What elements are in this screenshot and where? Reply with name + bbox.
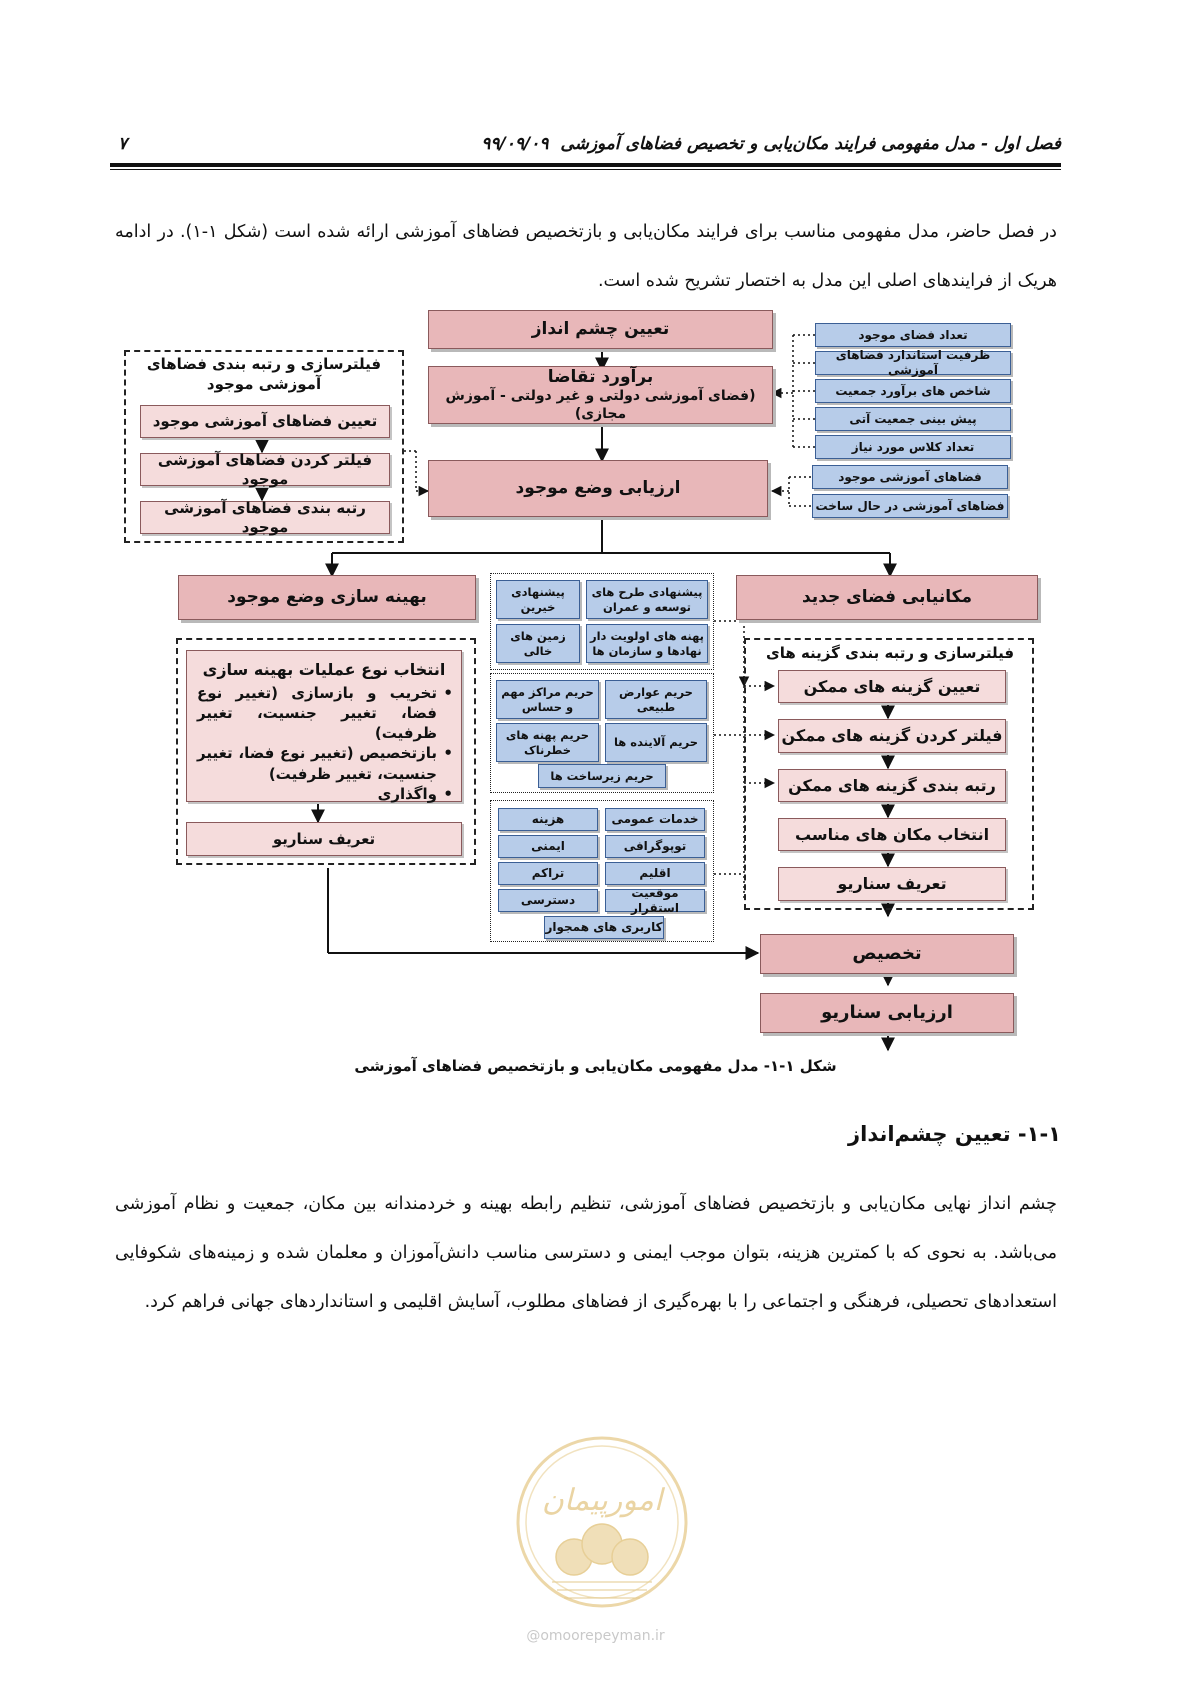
demand-input-1: تعداد فضای موجود [815, 323, 1011, 347]
criteria-2-item-2: حریم مراکز مهم و حساس [496, 680, 599, 719]
filter-existing-title: فیلترسازی و رتبه بندی فضاهای آموزشی موجود [146, 355, 382, 393]
demand-title: برآورد تقاضا [547, 366, 654, 387]
demand-input-2: ظرفیت استاندارد فضاهای آموزشی [815, 351, 1011, 375]
criteria-1-item-3: پهنه های اولویت دار نهادها و سازمان ها [586, 624, 708, 663]
filter-new-step-2: فیلتر کردن گزینه های ممکن [778, 719, 1006, 753]
section-heading: ۱-۱- تعیین چشم‌انداز [848, 1122, 1061, 1146]
criteria-1-item-2: پیشنهادی خیرین [496, 580, 580, 619]
allocation-box: تخصیص [760, 934, 1014, 974]
demand-input-5: تعداد کلاس مورد نیاز [815, 435, 1011, 459]
scenario-eval-box: ارزیابی سناریو [760, 993, 1014, 1033]
optimize-ops-box [186, 650, 462, 802]
vision-box: تعیین چشم انداز [428, 310, 773, 349]
filter-existing-step-1: تعیین فضاهای آموزشی موجود [140, 405, 390, 438]
filter-new-step-3: رتبه بندی گزینه های ممکن [778, 769, 1006, 802]
criteria-3-item-3: توپوگرافی [605, 835, 705, 858]
filter-new-step-4: انتخاب مکان های مناسب [778, 818, 1006, 851]
page-number: ۷ [118, 134, 128, 154]
body-paragraph: چشم انداز نهایی مکان‌یابی و بازتخصیص فضاهای آموزشی، تنظیم رابطه بهینه و خردمندانه بین مکان، جمعیت و نظام آموزشی می‌باشد. به نحوی که با کمترین هزینه، بتوان موجب ایمنی و دسترسی مناسب دانش‌آموزان و معلمان شده و زمینه‌های شکوفایی استعدادهای تحصیلی، فرهنگی و اجتماعی را با بهره‌گیری از فضاهای مطلوب، آسایش اقلیمی و استانداردهای جهانی فراهم کرد. [115, 1194, 1057, 1312]
new-location-box: مکانیابی فضای جدید [736, 575, 1038, 620]
filter-existing-step-2: فیلتر کردن فضاهای آموزشی موجود [140, 453, 390, 486]
criteria-3-item-4: ایمنی [498, 835, 598, 858]
criteria-3-item-5: اقلیم [605, 862, 705, 885]
optimize-op-item-1: • تخریب و بازسازی (تغییر نوع فضا، تغییر جنسیت، تغییر ظرفیت) [197, 683, 451, 744]
criteria-2-item-1: حریم عوارض طبیعی [605, 680, 707, 719]
demand-input-3: شاخص های برآورد جمعیت [815, 379, 1011, 403]
criteria-3-item-9: کاربری های همجوار [544, 916, 664, 939]
criteria-3-item-6: تراکم [498, 862, 598, 885]
criteria-3-item-8: دسترسی [498, 889, 598, 912]
demand-subtitle: (فضای آموزشی دولتی و غیر دولتی - آموزش مجازی) [445, 388, 756, 422]
optimize-ops-title: انتخاب نوع عملیات بهینه سازی [202, 660, 446, 679]
assess-current-box: ارزیابی وضع موجود [428, 460, 768, 517]
header-title-text: فصل اول - مدل مفهومی فرایند مکان‌یابی و تخصیص فضاهای آموزشی [560, 134, 1061, 154]
optimize-op-item-3: • واگذاری [197, 784, 451, 804]
demand-input-4: پیش بینی جمعیت آتی [815, 407, 1011, 431]
optimize-box: بهینه سازی وضع موجود [178, 575, 476, 620]
scenario-def-left: تعریف سناریو [186, 822, 462, 856]
optimize-op-item-2: • بازتخصیص (تغییر نوع فضا، تغییر جنسیت، تغییر ظرفیت) [197, 743, 451, 784]
criteria-2-item-4: حریم پهنه های خطرناک [496, 723, 599, 762]
criteria-1-item-4: زمین های خالی [496, 624, 580, 663]
demand-box [428, 366, 773, 424]
watermark-text: امورپیمان [541, 1483, 663, 1518]
watermark-logo [512, 1432, 692, 1612]
assess-input-1: فضاهای آموزشی موجود [812, 465, 1008, 489]
criteria-2-item-3: حریم آلاینده ها [605, 723, 707, 762]
filter-new-step-1: تعیین گزینه های ممکن [778, 670, 1006, 703]
filter-new-title: فیلترسازی و رتبه بندی گزینه های [765, 644, 1015, 662]
watermark-url: @omoorepeyman.ir [526, 1628, 665, 1644]
filter-existing-step-3: رتبه بندی فضاهای آموزشی موجود [140, 501, 390, 534]
criteria-2-item-5: حریم زیرساخت ها [538, 764, 666, 788]
criteria-3-item-1: خدمات عمومی [605, 808, 705, 831]
intro-paragraph: در فصل حاضر، مدل مفهومی مناسب برای فرایند مکان‌یابی و بازتخصیص فضاهای آموزشی ارائه شده است (شکل ۱-۱). در ادامه هریک از فرایندهای اصلی این مدل به اختصار تشریح شده است. [115, 222, 1057, 291]
criteria-1-item-1: پیشنهادی طرح های توسعه و عمران [586, 580, 708, 619]
criteria-3-item-7: موقعیت استقرار [605, 889, 705, 912]
figure-caption: شکل ۱-۱- مدل مفهومی مکان‌یابی و بازتخصیص فضاهای آموزشی [354, 1057, 837, 1075]
header-date: ۹۹/۰۹/۰۹ [481, 134, 549, 154]
filter-new-step-5: تعریف سناریو [778, 867, 1006, 901]
optimize-ops-list [197, 683, 451, 805]
assess-input-2: فضاهای آموزشی در حال ساخت [812, 494, 1008, 518]
criteria-3-item-2: هزینه [498, 808, 598, 831]
